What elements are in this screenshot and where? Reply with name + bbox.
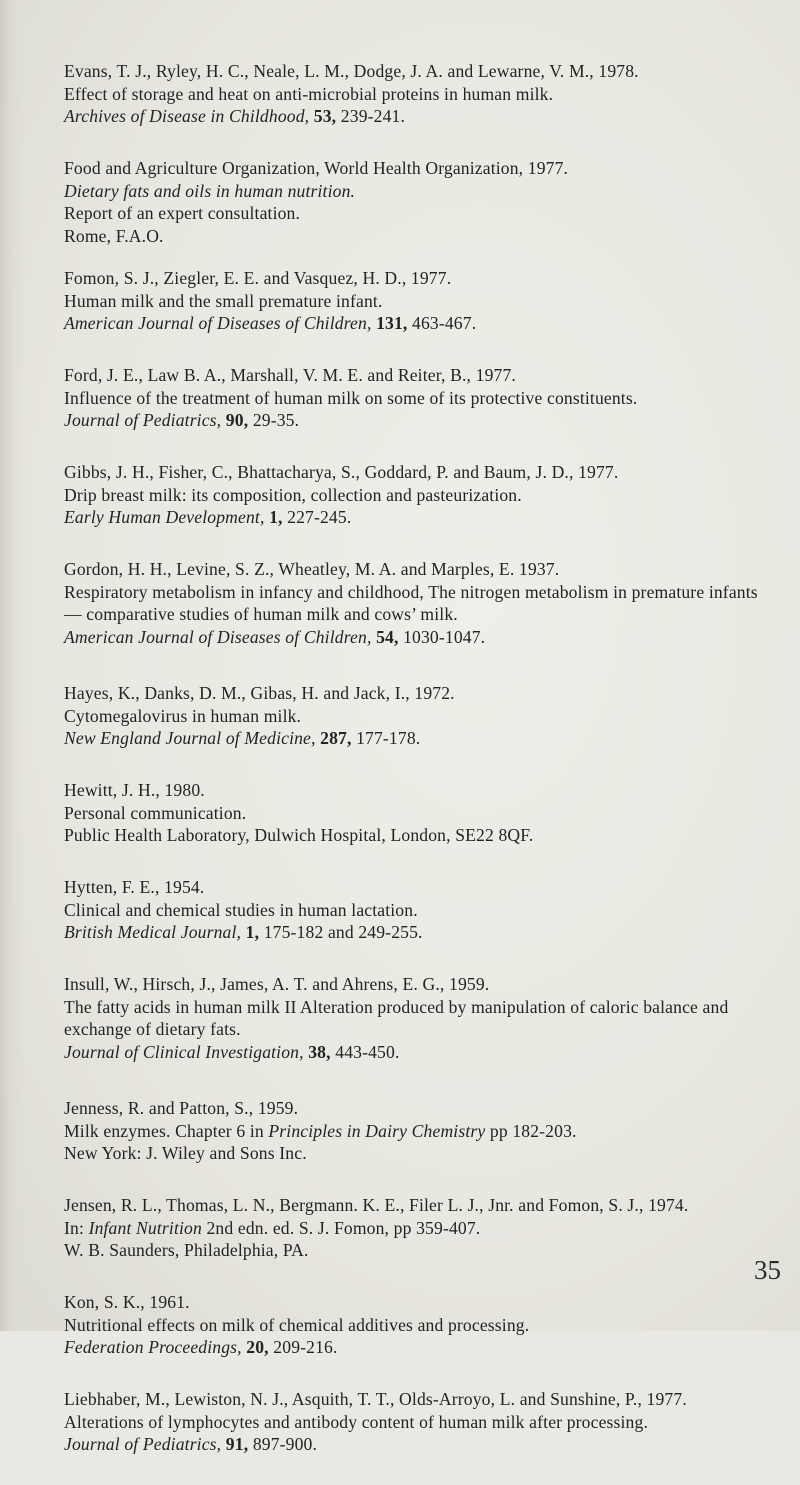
- reference-source-line: [64, 506, 794, 529]
- reference-source-line: [64, 727, 794, 750]
- reference-source: American Journal of Diseases of Children,: [64, 626, 372, 647]
- reference-publisher: New York: J. Wiley and Sons Inc.: [64, 1143, 307, 1163]
- reference-title-line-1: Respiratory metabolism in infancy and childhood, The nitrogen metabolism in premature infants: [64, 581, 758, 602]
- reference-entry: [64, 461, 794, 558]
- reference-entry: [64, 1291, 794, 1388]
- reference-title: Alterations of lymphocytes and antibody content of human milk after processing.: [64, 1411, 648, 1432]
- reference-title-prefix: In:: [64, 1217, 84, 1238]
- reference-title-suffix: 2nd edn. ed. S. J. Fomon, pp 359-407.: [206, 1217, 481, 1238]
- reference-source: Journal of Pediatrics,: [64, 1434, 222, 1454]
- reference-entry: [64, 1194, 794, 1291]
- reference-title-prefix: Milk enzymes. Chapter 6 in: [64, 1120, 264, 1141]
- reference-pages: 209-216.: [273, 1337, 338, 1357]
- reference-pages: 175-182 and 249-255.: [263, 922, 423, 942]
- reference-title-line-2: exchange of dietary fats.: [64, 1019, 241, 1039]
- reference-entry: [64, 876, 794, 973]
- reference-authors: Hewitt, J. H., 1980.: [64, 780, 205, 800]
- reference-source-line: [64, 409, 794, 432]
- reference-source: British Medical Journal,: [64, 922, 242, 942]
- reference-entry: [64, 779, 794, 876]
- reference-source: Federation Proceedings,: [64, 1337, 242, 1357]
- reference-source: Archives of Disease in Childhood,: [64, 106, 310, 126]
- reference-source: American Journal of Diseases of Children,: [64, 313, 372, 333]
- reference-title: Nutritional effects on milk of chemical additives and processing.: [64, 1314, 530, 1335]
- reference-volume: 38,: [308, 1041, 331, 1062]
- page-number: 35: [754, 1255, 781, 1285]
- reference-title: Influence of the treatment of human milk on some of its protective constituents.: [64, 387, 638, 408]
- reference-entry: [64, 364, 794, 461]
- reference-pages: 177-178.: [356, 728, 421, 748]
- reference-title-line-1: The fatty acids in human milk II Alteration produced by manipulation of caloric balance and: [64, 996, 729, 1017]
- reference-source-line: [64, 1433, 794, 1456]
- reference-volume: 53,: [313, 106, 337, 126]
- reference-publisher: Rome, F.A.O.: [64, 225, 164, 246]
- reference-authors: Food and Agriculture Organization, World Health Organization, 1977.: [64, 158, 569, 178]
- reference-source: Early Human Development,: [64, 507, 265, 527]
- reference-title-suffix: pp 182-203.: [489, 1120, 577, 1141]
- reference-volume: 20,: [246, 1337, 269, 1357]
- reference-source-line: [64, 105, 794, 128]
- reference-source-line: [64, 1041, 794, 1064]
- reference-authors: Fomon, S. J., Ziegler, E. E. and Vasquez, H. D., 1977.: [64, 268, 452, 288]
- reference-title: Drip breast milk: its composition, collection and pasteurization.: [64, 484, 522, 505]
- reference-entry: [64, 558, 794, 682]
- reference-title-line: [64, 1120, 794, 1143]
- reference-volume: 91,: [225, 1434, 249, 1454]
- reference-authors: Gordon, H. H., Levine, S. Z., Wheatley, M. A. and Marples, E. 1937.: [64, 559, 560, 579]
- reference-title: Cytomegalovirus in human milk.: [64, 705, 302, 726]
- reference-address: Public Health Laboratory, Dulwich Hospital, London, SE22 8QF.: [64, 825, 534, 845]
- reference-source-line: [64, 921, 794, 944]
- reference-entry: [64, 682, 794, 779]
- reference-book-title: Infant Nutrition: [88, 1217, 202, 1238]
- reference-volume: 287,: [320, 728, 352, 748]
- reference-source-line: [64, 1336, 794, 1359]
- reference-authors: Evans, T. J., Ryley, H. C., Neale, L. M., Dodge, J. A. and Lewarne, V. M., 1978.: [64, 61, 639, 81]
- reference-publisher: W. B. Saunders, Philadelphia, PA.: [64, 1240, 309, 1260]
- reference-entry: [64, 157, 794, 267]
- reference-pages: 1030-1047.: [403, 626, 486, 647]
- reference-pages: 29-35.: [252, 410, 300, 430]
- reference-title: Effect of storage and heat on anti-microbial proteins in human milk.: [64, 83, 554, 104]
- reference-book-title: Principles in Dairy Chemistry: [268, 1120, 486, 1141]
- reference-title: Human milk and the small premature infant.: [64, 290, 383, 311]
- reference-volume: 1,: [269, 507, 283, 527]
- reference-volume: 131,: [376, 313, 408, 333]
- reference-title: Clinical and chemical studies in human lactation.: [64, 899, 418, 920]
- reference-source: Journal of Clinical Investigation,: [64, 1041, 304, 1062]
- reference-authors: Jensen, R. L., Thomas, L. N., Bergmann. K. E., Filer L. J., Jnr. and Fomon, S. J., 1974.: [64, 1195, 689, 1215]
- reference-pages: 897-900.: [252, 1434, 318, 1454]
- reference-pages: 239-241.: [340, 106, 406, 126]
- reference-title-line-2: — comparative studies of human milk and cows’ milk.: [64, 604, 458, 624]
- reference-note: Report of an expert consultation.: [64, 203, 301, 223]
- reference-authors: Gibbs, J. H., Fisher, C., Bhattacharya, S., Goddard, P. and Baum, J. D., 1977.: [64, 462, 619, 482]
- reference-source-line: [64, 626, 794, 649]
- reference-entry: [64, 60, 794, 157]
- reference-pages: 443-450.: [335, 1041, 400, 1062]
- reference-pages: 463-467.: [412, 313, 477, 333]
- reference-volume: 90,: [225, 410, 249, 430]
- reference-entry: [64, 1388, 794, 1485]
- reference-authors: Insull, W., Hirsch, J., James, A. T. and Ahrens, E. G., 1959.: [64, 974, 490, 994]
- reference-authors: Kon, S. K., 1961.: [64, 1292, 190, 1312]
- reference-source: New England Journal of Medicine,: [64, 728, 316, 748]
- reference-title-line: [64, 1217, 794, 1240]
- reference-entry: [64, 267, 794, 364]
- reference-authors: Hytten, F. E., 1954.: [64, 877, 205, 897]
- reference-authors: Liebhaber, M., Lewiston, N. J., Asquith, T. T., Olds-Arroyo, L. and Sunshine, P., 1977.: [64, 1389, 687, 1409]
- reference-authors: Hayes, K., Danks, D. M., Gibas, H. and Jack, I., 1972.: [64, 683, 455, 703]
- reference-entry: [64, 1097, 794, 1194]
- reference-volume: 1,: [245, 922, 260, 942]
- reference-title: Dietary fats and oils in human nutrition.: [64, 180, 356, 201]
- reference-pages: 227-245.: [287, 507, 352, 527]
- reference-title: Personal communication.: [64, 802, 247, 823]
- reference-entry: [64, 973, 794, 1097]
- reference-authors: Ford, J. E., Law B. A., Marshall, V. M. E. and Reiter, B., 1977.: [64, 365, 516, 385]
- binding-gutter-shadow: [0, 0, 26, 1331]
- reference-source: Journal of Pediatrics,: [64, 410, 222, 430]
- reference-list: [64, 60, 794, 1485]
- reference-source-line: [64, 312, 794, 335]
- reference-volume: 54,: [376, 626, 399, 647]
- reference-authors: Jenness, R. and Patton, S., 1959.: [64, 1098, 299, 1118]
